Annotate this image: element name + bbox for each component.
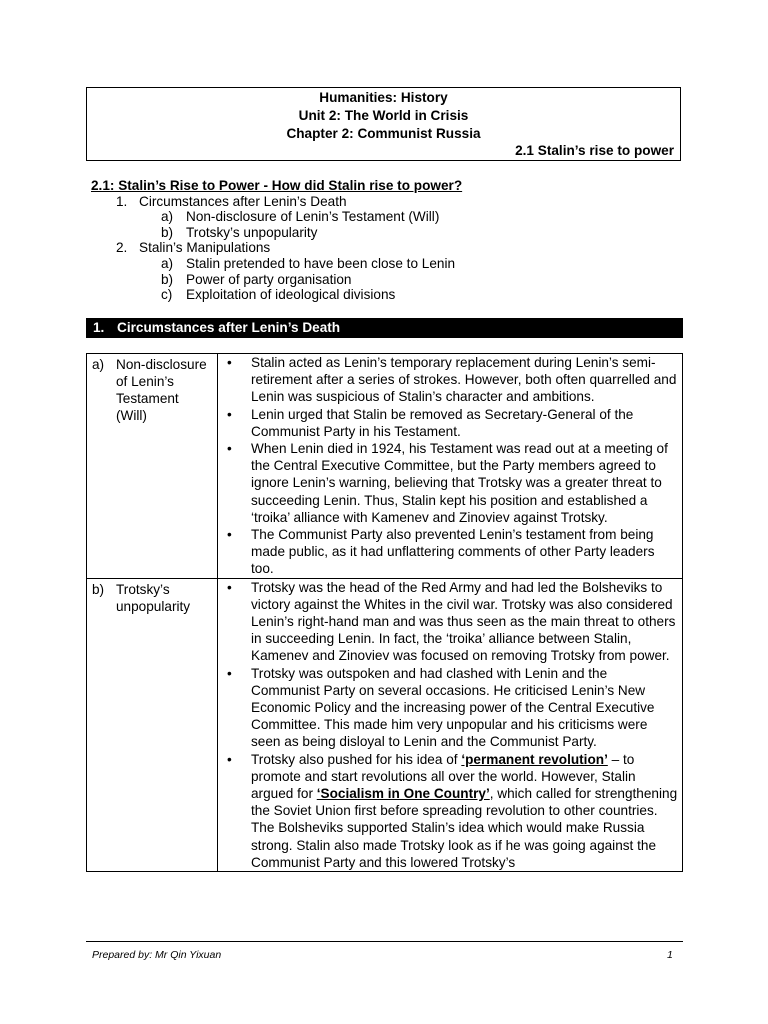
outline-subitem-text: Exploitation of ideological divisions: [186, 287, 396, 303]
bullet-text: Trotsky also pushed for his idea of: [251, 751, 462, 767]
bullet-text: Trotsky was the head of the Red Army and had led the Bolsheviks to victory against the Whites in the civil war. Trotsky was also considered Lenin’s right-hand man and was thus seen as the main threat to others in succeeding Lenin. In fact, the ‘troika’ alliance between Stalin, Kamenev and Zinoviev was focused on removing Trotsky from power.: [251, 579, 676, 664]
bullet-point: [227, 579, 678, 665]
section-number: 1.: [93, 320, 105, 335]
bullet-point: [227, 440, 678, 526]
unit-title: Unit 2: The World in Crisis: [298, 108, 469, 123]
table-row: [87, 578, 683, 871]
subject-title: Humanities: History: [319, 90, 448, 105]
outline-subitem: [91, 256, 691, 272]
bullet-point: [227, 354, 678, 406]
bullet-text: The Communist Party also prevented Lenin’s testament from being made public, as it had unflattering comments of other Party leaders too.: [251, 527, 655, 577]
outline-item-number: 1.: [116, 193, 128, 209]
bullet-icon: •: [227, 355, 232, 370]
bullet-list: [218, 354, 682, 578]
section-title: Circumstances after Lenin’s Death: [117, 320, 341, 335]
row-content-cell: [218, 354, 683, 579]
row-label-cell: [87, 354, 218, 579]
bullet-icon: •: [227, 441, 232, 457]
outline-subitem-letter: b): [161, 271, 174, 287]
bullet-text: , which called for strengthening the Soviet Union first before spreading revolution to other countries. The Bolsheviks supported Stalin’s idea which would make Russia strong. Stalin also made Trotsky look as if he was going against the Communist Party and this lowered Trotsky’s: [251, 786, 678, 870]
outline-subitem-text: Non-disclosure of Lenin’s Testament (Will): [186, 209, 440, 225]
bullet-list: [218, 579, 682, 871]
content-table: [86, 353, 683, 872]
footer-author: Prepared by: Mr Qin Yixuan: [92, 949, 222, 961]
bullet-point: [227, 665, 678, 751]
outline-subitem: [91, 287, 691, 303]
outline-subitem: [91, 272, 691, 288]
outline-subitem-text: Power of party organisation: [186, 271, 352, 287]
outline-title: 2.1: Stalin’s Rise to Power - How did Stalin rise to power?: [91, 178, 463, 193]
bullet-icon: •: [227, 527, 232, 543]
outline-subitem: [91, 225, 691, 241]
outline-item: [91, 194, 691, 210]
outline-subitem-letter: b): [161, 224, 174, 240]
outline-subitem-text: Stalin pretended to have been close to Lenin: [186, 255, 456, 271]
footer-divider: [86, 941, 683, 942]
outline-subitem: [91, 209, 691, 225]
outline-item-number: 2.: [116, 240, 128, 256]
outline-item-text: Circumstances after Lenin’s Death: [139, 193, 347, 209]
bullet-text: Trotsky was outspoken and had clashed with Lenin and the Communist Party on several occasions. He criticised Lenin’s New Economic Policy and the increasing power of the Central Executive Committee. This made him very unpopular and his criticisms were seen as being disloyal to Lenin and the Communist Party.: [251, 665, 655, 750]
bullet-point: [227, 751, 678, 871]
bullet-point: [227, 526, 678, 578]
outline-subitem-letter: c): [161, 287, 173, 303]
bullet-text: Lenin urged that Stalin be removed as Secretary-General of the Communist Party in his Testament.: [251, 406, 634, 439]
header-box: [86, 87, 681, 161]
bullet-icon: •: [227, 665, 232, 681]
row-content-cell: [218, 578, 683, 871]
outline-item: [91, 240, 691, 256]
outline-subitem-letter: a): [161, 209, 174, 225]
outline-subitem-letter: a): [161, 255, 174, 271]
row-label: Non-disclosure of Lenin’s Testament (Will): [116, 357, 207, 423]
bullet-icon: •: [227, 579, 232, 595]
row-label: Trotsky’s unpopularity: [116, 581, 191, 614]
outline: [91, 178, 691, 303]
bullet-icon: •: [227, 751, 232, 767]
bullet-text: When Lenin died in 1924, his Testament was read out at a meeting of the Central Executive Committee, but the Party members agreed to ignore Lenin’s warning, believing that Trotsky was a greater threat to succeeding Lenin. Thus, Stalin kept his position and established a ‘troika’ alliance with Kamenev and Zinoviev against Trotsky.: [251, 441, 668, 525]
outline-item-text: Stalin’s Manipulations: [139, 240, 271, 256]
bold-term: ‘Socialism in One Country’: [316, 786, 490, 802]
bullet-icon: •: [227, 406, 232, 422]
page-number: 1: [667, 949, 673, 961]
row-label-cell: [87, 578, 218, 871]
outline-subitem-text: Trotsky’s unpopularity: [186, 224, 318, 240]
topic-title: 2.1 Stalin’s rise to power: [515, 143, 674, 158]
bold-term: ‘permanent revolution’: [461, 751, 608, 767]
bullet-point: [227, 406, 678, 440]
table-row: [87, 354, 683, 579]
bullet-text: Stalin acted as Lenin’s temporary replacement during Lenin’s semi-retirement after a series of strokes. However, both often quarrelled and Lenin was suspicious of Stalin’s character and ambitions.: [251, 355, 677, 405]
bullet-text: – to promote and start revolutions all over the world. However, Stalin argued for: [251, 751, 636, 802]
row-letter: a): [92, 357, 105, 372]
row-letter: b): [92, 581, 105, 597]
chapter-title: Chapter 2: Communist Russia: [286, 126, 481, 141]
section-heading-bar: [86, 318, 683, 338]
